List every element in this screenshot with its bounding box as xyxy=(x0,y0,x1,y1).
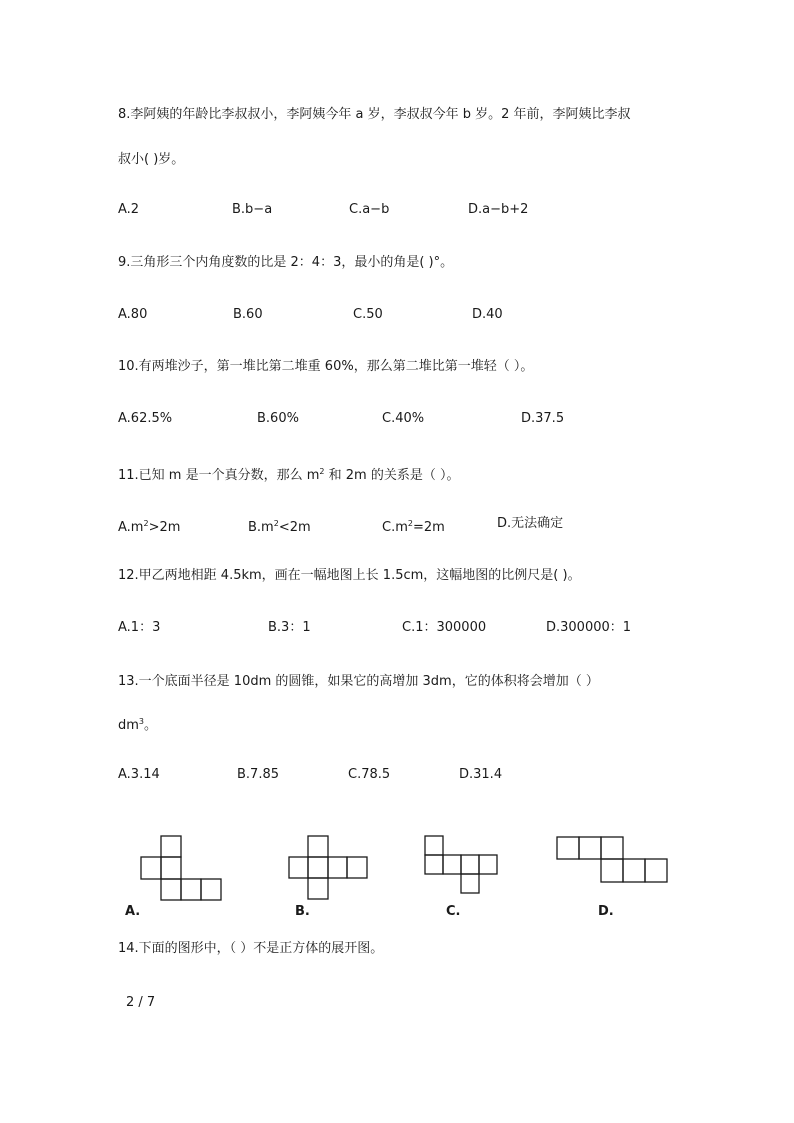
q12-option-a: A.1：3 xyxy=(118,620,161,635)
q8-option-a: A.2 xyxy=(118,202,140,217)
q8-text-line2: 叔小( )岁。 xyxy=(118,152,185,167)
q12-text: 12.甲乙两地相距 4.5km，画在一幅地图上长 1.5cm，这幅地图的比例尺是( )。 xyxy=(118,568,581,583)
q8-option-d: D.a−b+2 xyxy=(468,202,529,217)
cube-net-a-label: A. xyxy=(125,904,141,919)
cube-net-c xyxy=(424,835,500,895)
q10-text: 10.有两堆沙子，第一堆比第二堆重 60%，那么第二堆比第一堆轻（ ）。 xyxy=(118,359,534,374)
q8-text-line1: 8.李阿姨的年龄比李叔叔小，李阿姨今年 a 岁，李叔叔今年 b 岁。2 年前，李阿姨比李叔 xyxy=(118,107,631,122)
q12-option-d: D.300000：1 xyxy=(546,620,632,635)
cube-net-a xyxy=(140,835,224,903)
q10-option-b: B.60% xyxy=(257,411,299,426)
q13-text-line2: $dm^3$。 xyxy=(118,717,158,733)
q8-option-b: B.b−a xyxy=(232,202,273,217)
q9-option-a: A.80 xyxy=(118,307,148,322)
q13-option-d: D.31.4 xyxy=(459,767,503,782)
q11-option-c: $C.m^2=2m$ xyxy=(382,519,445,535)
q13-option-b: B.7.85 xyxy=(237,767,279,782)
q11-text: 11.已知 m 是一个真分数，那么 $m^2$ 和 2m 的关系是（ ）。 xyxy=(118,467,460,483)
page-number: 2 / 7 xyxy=(126,995,156,1010)
q9-text: 9.三角形三个内角度数的比是 2：4：3，最小的角是( )°。 xyxy=(118,255,454,270)
q14-text: 14.下面的图形中，（ ）不是正方体的展开图。 xyxy=(118,941,384,956)
q9-option-c: C.50 xyxy=(353,307,383,322)
q13-text-line1: 13.一个底面半径是 10dm 的圆锥，如果它的高增加 3dm，它的体积将会增加（ ） xyxy=(118,674,599,689)
q8-option-c: C.a−b xyxy=(349,202,390,217)
q12-option-b: B.3：1 xyxy=(268,620,311,635)
q13-option-a: A.3.14 xyxy=(118,767,160,782)
cube-net-c-label: C. xyxy=(446,904,461,919)
q10-option-d: D.37.5 xyxy=(521,411,565,426)
cube-net-b-label: B. xyxy=(295,904,310,919)
cube-net-d-label: D. xyxy=(598,904,614,919)
q13-option-c: C.78.5 xyxy=(348,767,391,782)
q11-option-b: $B.m^2<2m$ xyxy=(248,519,311,535)
q9-option-b: B.60 xyxy=(233,307,263,322)
q11-option-a: $A.m^2>2m$ xyxy=(118,519,181,535)
q11-option-d: D.无法确定 xyxy=(497,516,564,531)
q12-option-c: C.1：300000 xyxy=(402,620,487,635)
cube-net-d xyxy=(556,836,670,886)
q10-option-c: C.40% xyxy=(382,411,425,426)
q9-option-d: D.40 xyxy=(472,307,503,322)
q10-option-a: A.62.5% xyxy=(118,411,173,426)
cube-net-b xyxy=(288,835,370,901)
